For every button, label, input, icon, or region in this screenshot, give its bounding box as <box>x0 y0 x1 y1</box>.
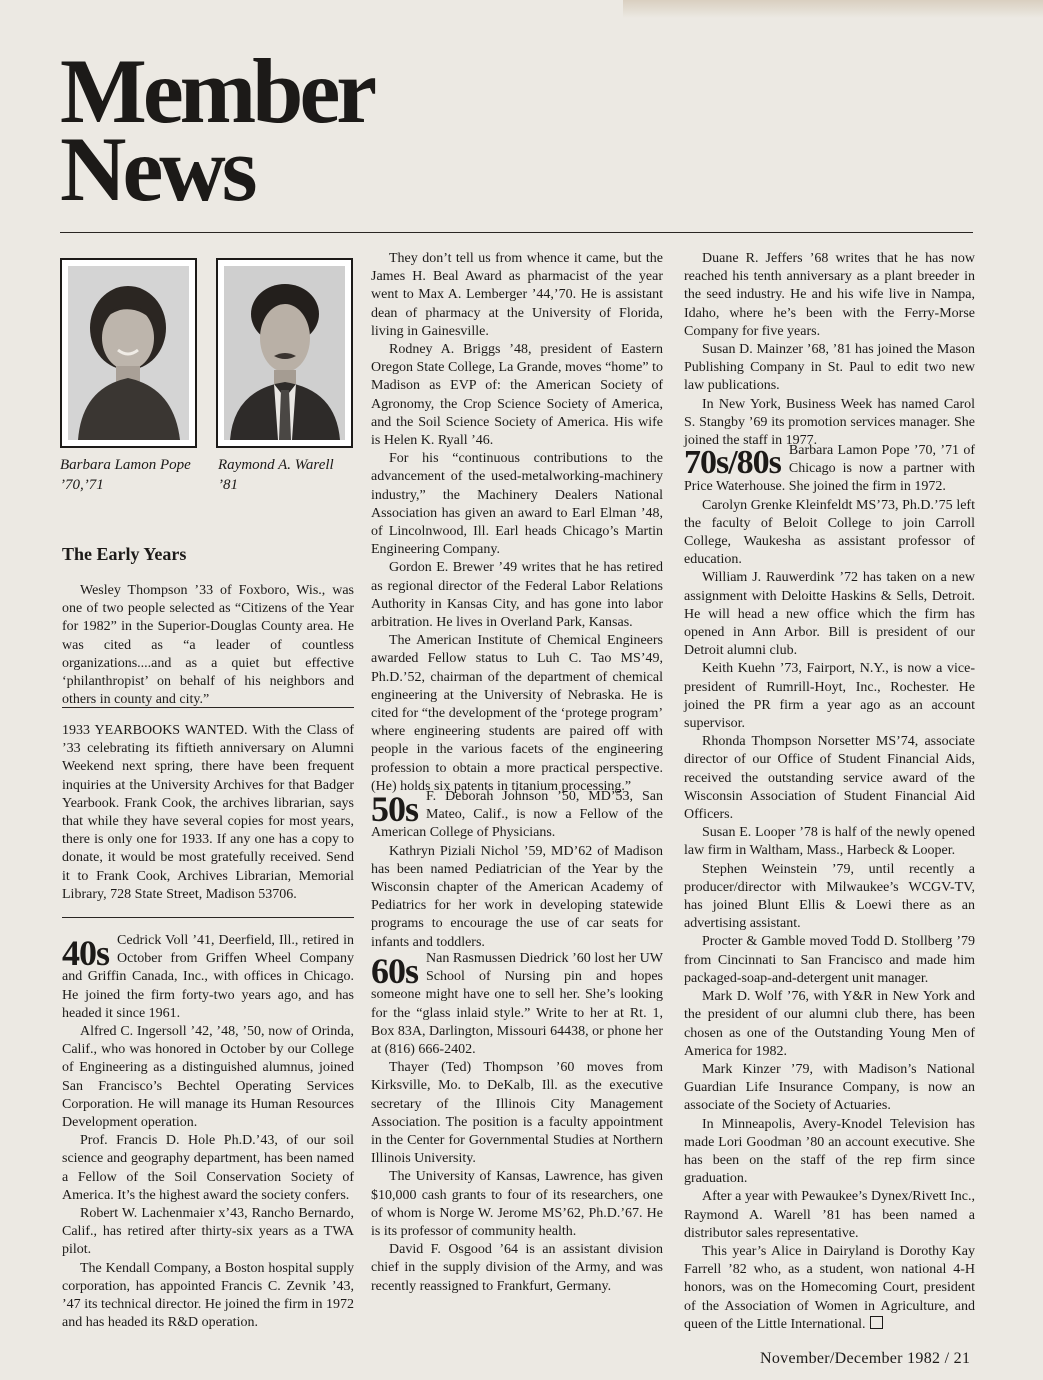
item-kinzer: Mark Kinzer ’79, with Madison’s National Guardian Life Insurance Company, is now an associate of the Society of Actuaries. <box>684 1061 975 1114</box>
caption-pope-years: ’70,’71 <box>60 477 104 493</box>
portrait-man-photo <box>224 266 345 440</box>
decade-heading-70s-80s: 70s/80s <box>684 444 781 481</box>
photo-raymond-a-warell <box>216 258 353 448</box>
item-elman: For his “continuous contributions to the advancement of the used-metalworking-machinery industry,” the Machinery Dealers National Association has given an award to Earl Elman ’48, of Lincolnwood, Ill. Earl heads Chicago’s Martin Engineering Company. <box>371 451 663 558</box>
decade-heading-40s: 40s <box>62 933 110 973</box>
page-footer: November/December 1982 / 21 <box>760 1350 971 1367</box>
item-ingersoll: Alfred C. Ingersoll ’42, ’48, ’50, now of Orinda, Calif., who was honored in October by our College of Engineering as a distinguished alumnus, joined San Francisco’s Bechtel Operating Services Corporation. He will manage its Human Resources Development operation. <box>62 1024 354 1131</box>
decade-heading-60s: 60s <box>371 951 419 991</box>
masthead-line2: News <box>60 118 254 220</box>
item-farrell <box>684 1243 975 1334</box>
photo-barbara-lamon-pope <box>60 258 197 448</box>
column-2-60s <box>371 950 663 1296</box>
item-looper: Susan E. Looper ’78 is half of the newly opened law firm in Waltham, Mass., Harbeck & Looper. <box>684 825 975 859</box>
item-briggs: Rodney A. Briggs ’48, president of Eastern Oregon State College, La Grande, moves “home” to Madison as EVP of: the American Society of Agronomy, the Crop Science Society of America, and the Soil Science Society of America. His wife is Helen K. Ryall ’46. <box>371 342 663 449</box>
item-farrell-text: This year’s Alice in Dairyland is Dorothy Kay Farrell ’82 who, as a student, won national 4-H honors, was on the Homecoming Court, president of the Association of Women in Agriculture, and queen of the Little International. <box>684 1243 975 1332</box>
item-warell: After a year with Pewaukee’s Dynex/Rivett Inc., Raymond A. Warell ’81 has been named a distributor sales representative. <box>684 1189 975 1241</box>
item-stollberg: Procter & Gamble moved Todd D. Stollberg ’79 from Cincinnati to San Francisco and made him packaged-soap-and-detergent unit manager. <box>684 934 975 986</box>
caption-warell-name: Raymond A. Warell <box>218 457 334 473</box>
divider-2 <box>62 917 354 918</box>
item-brewer: Gordon E. Brewer ’49 writes that he has retired as regional director of the Federal Labor Relations Authority in Kansas City, and has gone into labor arbitration. He lives in Overland Park, Kansas. <box>371 560 663 631</box>
item-diedrick: Nan Rasmussen Diedrick ’60 lost her UW School of Nursing pin and hopes someone might have one to sell her. She’s looking for the “glass inlaid style.” Write to her at Rt. 1, Box 83A, Darlington, Missouri 64438, or phone her at (816) 666-2402. <box>371 951 663 1058</box>
item-johnson: F. Deborah Johnson ’50, MD’53, San Mateo, Calif., is now a Fellow of the American College of Physicians. <box>371 789 663 841</box>
masthead-line1: Member <box>60 40 374 142</box>
caption-pope-name: Barbara Lamon Pope <box>60 457 191 473</box>
item-kleinfeldt: Carolyn Grenke Kleinfeldt MS’73, Ph.D.’75 left the faculty of Beloit College to join Carroll College, Waukesha as assistant professor of education. <box>684 497 975 568</box>
column-3 <box>684 250 975 450</box>
column-1-40s <box>62 932 354 1332</box>
item-osgood: David F. Osgood ’64 is an assistant division chief in the supply division of the Army, and was recently reassigned to Frankfurt, Germany. <box>371 1242 663 1294</box>
item-weinstein: Stephen Weinstein ’79, until recently a producer/director with Milwaukee’s WCGV-TV, has joined Blunt Ellis & Loewi there as an advertising assistant. <box>684 861 975 932</box>
caption-pope <box>60 455 191 495</box>
item-zevnik: The Kendall Company, a Boston hospital supply corporation, has appointed Francis C. Zevnik ’43, ’47 its technical director. He joined the firm in 1972 and has headed its R&D operation. <box>62 1260 354 1331</box>
item-norsetter: Rhonda Thompson Norsetter MS’74, associate director of our Office of Student Financial Aids, received the outstanding service award of the Wisconsin Association of Student Financial Aid Officers. <box>684 734 975 823</box>
portrait-woman-photo <box>68 266 189 440</box>
item-voll: Cedrick Voll ’41, Deerfield, Ill., retired in October from Griffen Wheel Company and Griffin Canada, Inc., with offices in Chicago. He joined the firm forty-two years ago, and has headed it since 1961. <box>62 933 354 1021</box>
item-hole: Prof. Francis D. Hole Ph.D.’43, of our soil science and geography department, has been named a Fellow of the Soil Conservation Society of America. It’s the highest award the society confers. <box>62 1133 354 1203</box>
section-title-early-years: The Early Years <box>62 544 187 564</box>
column-3-70s80s <box>684 442 975 1334</box>
item-pope: Barbara Lamon Pope ’70, ’71 of Chicago is now a partner with Price Waterhouse. She joined the firm in 1972. <box>684 443 975 495</box>
item-rauwerdink: William J. Rauwerdink ’72 has taken on a new assignment with Deloitte Haskins & Sells, Detroit. He will head a new office which the firm has opened in Ann Arbor. Bill is president of our Detroit alumni club. <box>684 570 975 659</box>
column-2-50s <box>371 788 663 952</box>
masthead <box>60 40 374 220</box>
item-goodman: In Minneapolis, Avery-Knodel Television has made Lori Goodman ’80 an account executive. She has been on the staff of the rep firm since graduation. <box>684 1116 975 1187</box>
page-stain <box>623 0 1043 18</box>
item-kuehn: Keith Kuehn ’73, Fairport, N.Y., is now a vice-president of Rumrill-Hoyt, Inc., Rochester. He joined the PR firm a year ago as an account supervisor. <box>684 661 975 732</box>
end-mark-box-icon <box>870 1316 883 1329</box>
caption-warell <box>218 455 334 495</box>
masthead-rule <box>60 232 973 233</box>
item-mainzer: Susan D. Mainzer ’68, ’81 has joined the Mason Publishing Company in St. Paul to edit two new law publications. <box>684 342 975 394</box>
item-stangby: In New York, Business Week has named Carol S. Stangby ’69 its promotion services manager. She joined the staff in 1977. <box>684 396 975 449</box>
decade-heading-50s: 50s <box>371 789 419 829</box>
item-thompson-60: Thayer (Ted) Thompson ’60 moves from Kirksville, Mo. to DeKalb, Ill. as the executive secretary of the Illinois City Management Association. The position is a faculty appointment in the Center for Governmental Studies at Northern Illinois University. <box>371 1060 663 1167</box>
item-wolf: Mark D. Wolf ’76, with Y&R in New York and the president of our alumni club there, has been chosen as one of the Outstanding Young Men of America for 1982. <box>684 989 975 1059</box>
divider-1 <box>62 707 354 708</box>
item-lachenmaier: Robert W. Lachenmaier x’43, Rancho Bernardo, Calif., has retired after thirty-six years as a TWA pilot. <box>62 1206 354 1258</box>
item-wesley-thompson: Wesley Thompson ’33 of Foxboro, Wis., was one of two people selected as “Citizens of the Year for 1982” in the Superior-Douglas County area. He was cited as “a leader of countless organizations....and as a quiet but effective ‘philanthropist’ on behalf of his neighbors and others in county and city.” <box>62 583 354 708</box>
item-tao: The American Institute of Chemical Engineers awarded Fellow status to Luh C. Tao MS’49, Ph.D.’52, chairman of the department of chemical engineering at the University of Nebraska. He is cited for “the development of the ‘protege program’ where engineering students are paired off with people in the various facets of the engineering profession to obtain a more practical perspective. (He) holds six patents in titanium processing.” <box>371 633 663 794</box>
column-2 <box>371 250 663 796</box>
caption-warell-years: ’81 <box>218 477 238 493</box>
item-lemberger: They don’t tell us from whence it came, but the James H. Beal Award as pharmacist of the year went to Max A. Lemberger ’44,’70. He is assistant dean of pharmacy at the University of Florida, living in Gainesville. <box>371 251 663 339</box>
column-1-yearbooks <box>62 722 354 904</box>
item-nichol: Kathryn Piziali Nichol ’59, MD’62 of Madison has been named Pediatrician of the Year by the Wisconsin chapter of the American Academy of Pediatrics for her work in developing statewide programs to encourage the use of car seats for infants and toddlers. <box>371 843 663 950</box>
item-yearbooks-wanted: 1933 YEARBOOKS WANTED. With the Class of ’33 celebrating its fiftieth anniversary on Alumni Weekend next spring, there have been frequent inquiries at the University Archives for that Badger Yearbook. Frank Cook, the archives librarian, says that while they have several copies for most years, there is only one for 1933. If any one has a copy to donate, it would be most gratefully received. Send it to Frank Cook, Archives Librarian, Memorial Library, 728 State Street, Madison 53706. <box>62 723 354 902</box>
item-jerome: The University of Kansas, Lawrence, has given $10,000 cash grants to four of its researchers, one of whom is Norge W. Jerome MS’62, Ph.D.’67. He is its professor of community health. <box>371 1169 663 1240</box>
item-jeffers: Duane R. Jeffers ’68 writes that he has now reached his tenth anniversary as a plant breeder in the seed industry. He and his wife live in Nampa, Idaho, where he’s been with the Ferry-Morse Company for five years. <box>684 251 975 339</box>
column-1 <box>62 582 354 709</box>
